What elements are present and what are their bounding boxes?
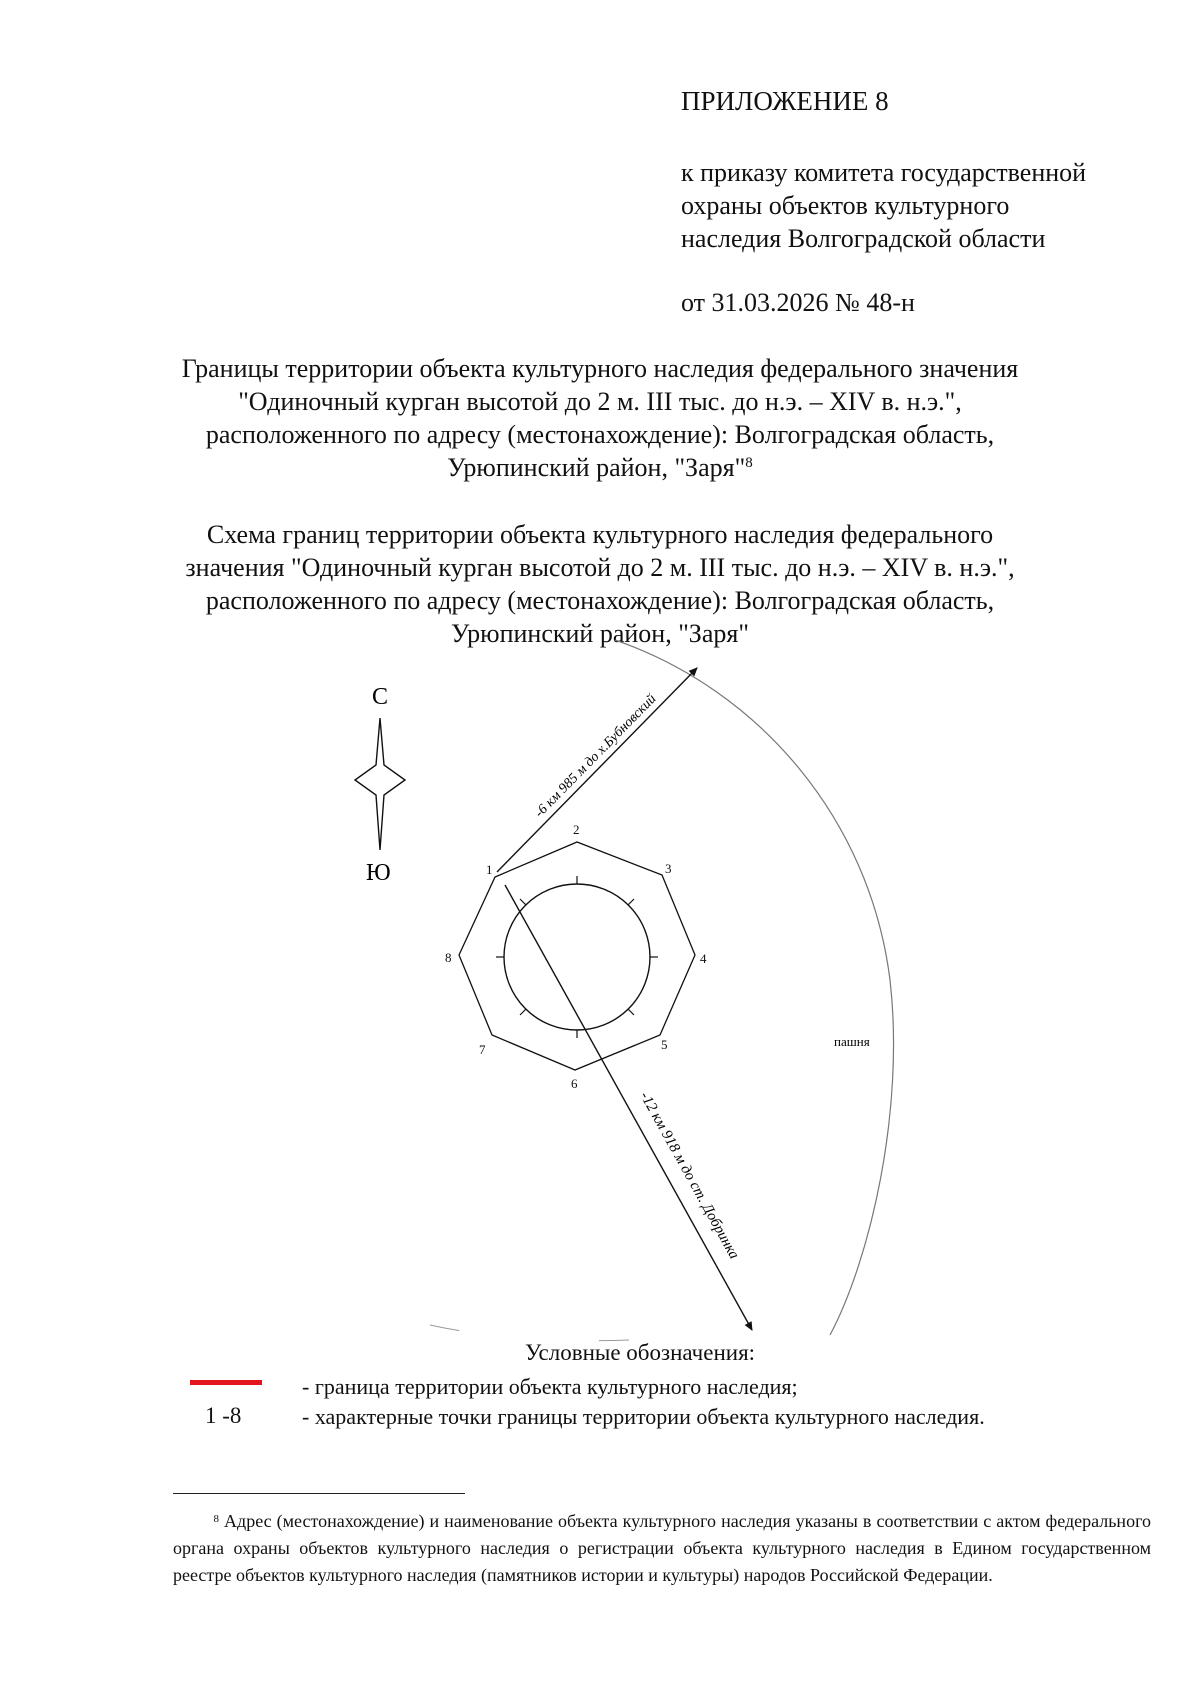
footnote [173,1508,1151,1589]
legend-boundary-swatch [190,1380,262,1385]
order-date: от 31.03.2026 № 48-н [681,288,915,317]
point-label: 7 [479,1042,486,1057]
title-line: Границы территории объекта культурного наследия федерального значения [181,354,1019,383]
scheme-title-line: Схема границ территории объекта культурного наследия федерального [206,520,994,549]
compass-north-label: С [372,684,389,710]
order-line: наследия Волгоградской области [681,224,1046,253]
footnote-mark: 8 [213,1513,219,1525]
point-label: 8 [445,950,452,965]
mound-circle [504,884,650,1030]
footnote-mark: 8 [745,455,753,471]
compass-south-label: Ю [366,860,391,886]
arrow-ne-label: -6 км 985 м до х.Бубновский [532,691,660,821]
compass-rose [355,718,405,850]
arrow-se-label: -12 км 918 м до ст. Добринка [636,1089,742,1262]
field-boundary-arc [615,640,894,1335]
field-label: пашня [834,1034,870,1049]
point-label: 6 [571,1076,578,1091]
title-line: "Одиночный курган высотой до 2 м. III тыс. до н.э. – XIV в. н.э.", [238,387,962,416]
compass-icon [355,718,405,850]
title-line: Урюпинский район, "Заря"$^8$ [447,453,753,482]
legend-points-text: - характерные точки границы территории объекта культурного наследия. [302,1404,985,1429]
order-line: к приказу комитета государственной [681,158,1087,187]
footnote-text: Адрес (местонахождение) и наименование объекта культурного наследия указаны в соответствии с актом федерального органа охраны объектов культурного наследия о регистрации объекта культурного наследия в Едином государственном реестре объектов культурного наследия (памятников истории и культуры) народов Российской Федерации. [173,1511,1152,1585]
point-label: 2 [573,822,580,837]
scheme-title-line: расположенного по адресу (местонахождение): Волгоградская область, [205,586,995,615]
arrow-to-dobrinka [505,885,752,1330]
scheme-title-line: значения "Одиночный курган высотой до 2 м. III тыс. до н.э. – XIV в. н.э.", [185,553,1015,582]
footnote-divider [173,1493,465,1494]
point-label: 1 [486,862,493,877]
arrow-to-bubnovsky [497,668,697,872]
legend-title: Условные обозначения: [525,1340,756,1365]
scheme-title-line: Урюпинский район, "Заря" [451,619,749,648]
title-line: расположенного по адресу (местонахождение): Волгоградская область, [205,420,995,449]
field-boundary-arc-bottom [430,1325,730,1341]
legend-boundary-text: - граница территории объекта культурного наследия; [302,1374,798,1399]
appendix-label: ПРИЛОЖЕНИЕ 8 [681,86,889,116]
point-label: 5 [661,1037,668,1052]
order-line: охраны объектов культурного [681,191,1010,220]
legend-points-symbol: 1 -8 [205,1403,242,1428]
point-label: 3 [665,861,672,876]
point-label: 4 [700,951,707,966]
